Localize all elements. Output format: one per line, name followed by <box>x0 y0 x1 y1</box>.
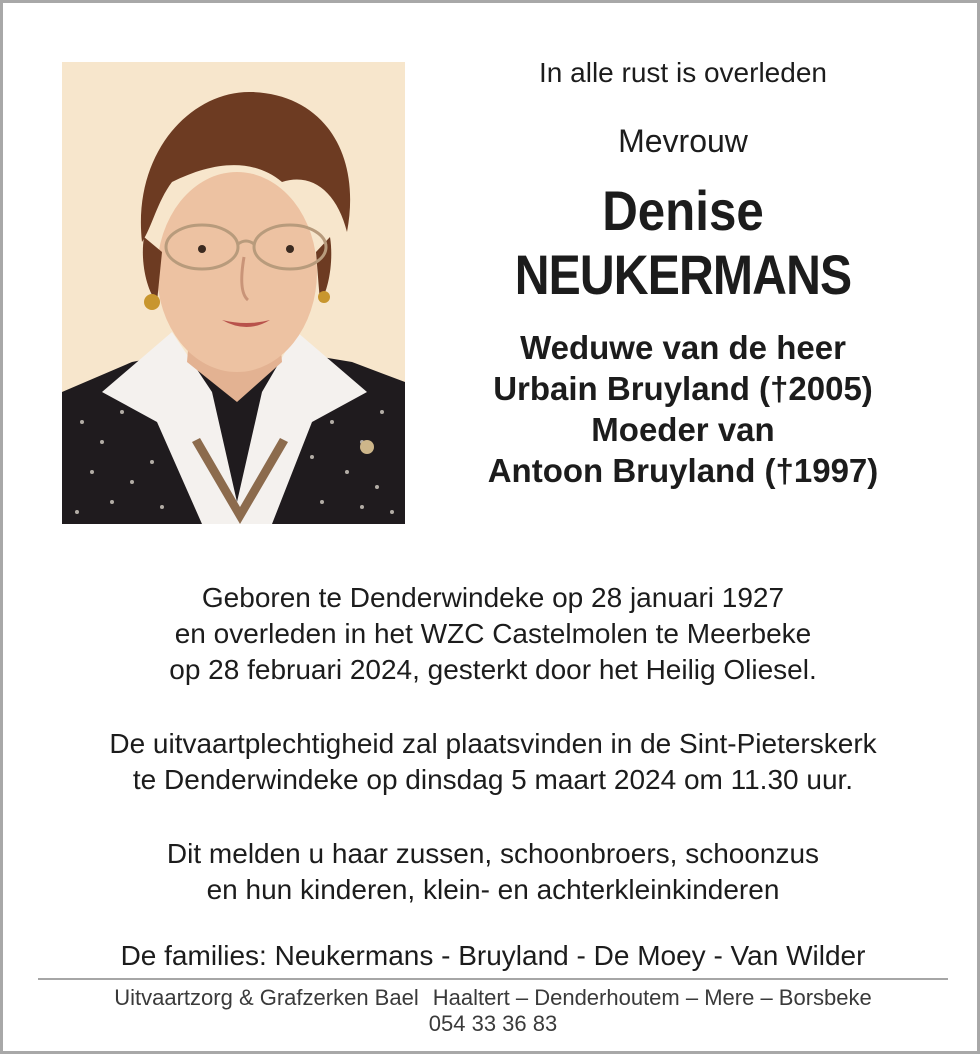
first-name: Denise <box>602 179 764 242</box>
birth-death-line: en overleden in het WZC Castelmolen te Meerbeke <box>174 618 812 649</box>
last-name: NEUKERMANS <box>514 243 852 306</box>
ceremony-line: De uitvaartplechtigheid zal plaatsvinden in de Sint-Pieterskerk <box>109 728 877 759</box>
families-line: De families: Neukermans - Bruyland - De Moey - Van Wilder <box>120 940 866 971</box>
obituary-details <box>3 580 980 974</box>
funeral-home-name: Uitvaartzorg & Grafzerken Bael <box>114 985 419 1010</box>
relation-line: Urbain Bruyland (†2005) <box>493 370 873 407</box>
relation-line: Antoon Bruyland (†1997) <box>487 452 879 489</box>
relations <box>433 327 933 491</box>
relation-line: Moeder van <box>591 411 775 448</box>
funeral-home-footer <box>3 985 980 1037</box>
announcement-header <box>433 55 933 491</box>
honorific: Mevrouw <box>618 123 748 159</box>
footer-divider <box>38 978 948 980</box>
intro-line: In alle rust is overleden <box>539 57 827 88</box>
birth-death-line: Geboren te Denderwindeke op 28 januari 1927 <box>201 582 785 613</box>
funeral-home-locations: Haaltert – Denderhoutem – Mere – Borsbeke <box>432 985 872 1010</box>
announced-by-line: en hun kinderen, klein- en achterkleinkinderen <box>206 874 780 905</box>
portrait-illustration <box>62 62 405 524</box>
ceremony-line: te Denderwindeke op dinsdag 5 maart 2024 om 11.30 uur. <box>132 764 854 795</box>
funeral-home-phone: 054 33 36 83 <box>428 1011 558 1036</box>
announced-by-line: Dit melden u haar zussen, schoonbroers, schoonzus <box>166 838 820 869</box>
relation-line: Weduwe van de heer <box>520 329 846 366</box>
birth-death-line: op 28 februari 2024, gesterkt door het Heilig Oliesel. <box>169 654 817 685</box>
portrait-photo <box>62 62 405 524</box>
